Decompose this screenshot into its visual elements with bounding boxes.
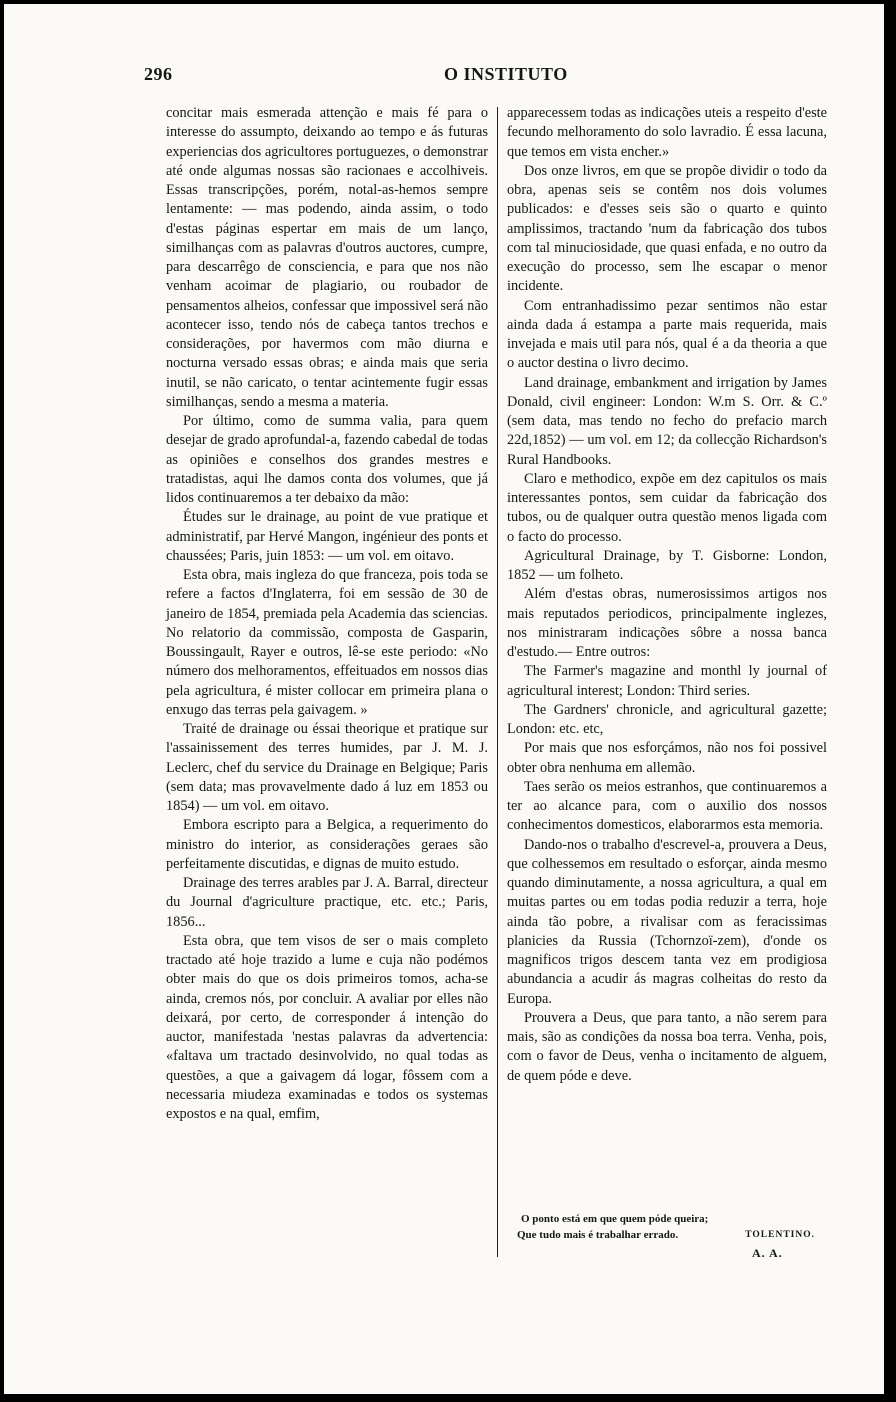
paragraph: Dando-nos o trabalho d'escrevel-a, prouvera a Deus, que colhessemos em resultado o esforçar, ainda mesmo quando diminutamente, a nossa agricultura, a qual em muitas partes ou em todas podia reduzir a terra, hoje ainda tão pobre, a rivalisar com as feracissimas planicies da Russia (Tchornzoï-zem), d'onde os magnificos trigos descem tanta vez em prodigiosa abundancia a acudir ás magras colheitas do resto da Europa. [507, 836, 827, 1007]
column-divider [497, 107, 498, 1257]
epigraph-line: Que tudo mais é trabalhar errado. [517, 1229, 679, 1241]
paragraph: concitar mais esmerada attenção e mais fé para o interesse do assumpto, deixando ao tempo e ás futuras experiencias dos agricultores portuguezes, o demonstrar até onde algumas nossas são racionaes e accolhiveis. Essas transcripções, porém, notal-as-hemos sempre lentamente: — mas podendo, ainda assim, o todo d'estas páginas espertar em mais de um lanço, similhanças com as palavras d'outros auctores, cumpre, para descarrêgo de consciencia, e para que nos não venham acoimar de plagiario, ou roubador de pensamentos alheios, confessar que impossivel será não acontecer isso, tendo nós de cabeça tantos trechos e considerações, por havermos com mão diurna e nocturna versado essas obras; e ainda mais que seria inutil, se não caricato, o tentar acintemente fugir essas similhanças, sendo a mesma a materia. [166, 105, 488, 410]
paragraph: Esta obra, que tem visos de ser o mais completo tractado até hoje trazido a lume e cuja não podémos obter mais do que os dois primeiros tomos, acha-se ainda, cremos nós, por concluir. A avaliar por elles não deixará, por certo, de corresponder á intenção do auctor, manifestada 'nestas palavras da advertencia: «faltava um tractado desinvolvido, no qual todas as questões, a que a gaivagem dá logar, fôssem com a necessaria miudeza examinadas e todos os systemas expostos e na qual, emfim, [166, 932, 488, 1122]
paragraph: Claro e methodico, expõe em dez capitulos os mais interessantes pontos, sem cuidar da fabricação dos tubos, ou de qualquer outra questão menos ligada com o facto do processo. [507, 470, 827, 545]
right-column [507, 104, 827, 1086]
paragraph: Por último, como de summa valia, para quem desejar de grado aprofundal-a, fazendo cabedal de todas as opiniões e conselhos dos grandes mestres e tratadistas, aqui lhe damos conta dos volumes, que já lidos continuaremos a ter debaixo da mão: [166, 413, 488, 506]
author-signature: A. A. [752, 1246, 783, 1260]
paragraph: Por mais que nos esforçámos, não nos foi possivel obter obra nenhuma em allemão. [507, 740, 827, 776]
paragraph: Com entranhadissimo pezar sentimos não estar ainda dada á estampa a parte mais requerida, mais invejada e mais util para nós, qual é a da theoria a que o auctor destina o livro decimo. [507, 297, 827, 372]
epigraph-line: O ponto está em que quem póde queira; [521, 1213, 709, 1225]
paragraph: Embora escripto para a Belgica, a requerimento do ministro do interior, as considerações geraes são perfeitamente discutidas, e dignas de muito estudo. [166, 817, 488, 872]
paragraph: Além d'estas obras, numerosissimos artigos nos mais reputados periodicos, principalmente inglezes, nos ministraram indicações sôbre a nossa banca d'estudo.— Entre outros: [507, 586, 827, 660]
epigraph-author: TOLENTINO. [745, 1230, 815, 1240]
bibliography-entry: Traité de drainage ou éssai theorique et pratique sur l'assainissement des terres humides, par J. M. J. Leclerc, chef du service du Drainage en Belgique; Paris (sem data; mas provavelmente dado á luz em 1853 ou 1854) — um vol. em oitavo. [166, 721, 488, 814]
bibliography-entry: The Farmer's magazine and monthl ly journal of agricultural interest; London: Third series. [507, 663, 827, 699]
paragraph: Taes serão os meios estranhos, que continuaremos a ter ao alcance para, com o auxilio dos nossos conhecimentos domesticos, elaborarmos esta memoria. [507, 778, 827, 834]
bibliography-entry: The Gardners' chronicle, and agricultural gazette; London: etc. etc, [507, 701, 827, 737]
paragraph: Prouvera a Deus, que para tanto, a não serem para mais, são as condições da nossa boa terra. Venha, pois, com o favor de Deus, venha o incitamento de alguem, de quem póde e deve. [507, 1009, 827, 1084]
bibliography-entry: Drainage des terres arables par J. A. Barral, directeur du Journal d'agriculture practique, etc. etc.; Paris, 1856... [166, 875, 488, 930]
paragraph: Esta obra, mais ingleza do que franceza, pois toda se refere a factos d'Inglaterra, foi em sessão de 30 de janeiro de 1854, premiada pela Academia das sciencias. No relatorio da commissão, composta de Gasparin, Boussingault, Rayer e outros, lê-se este periodo: «No número dos melhoramentos, effeituados em nossos dias pela agricultura, é mister collocar em primeira plana o enxugo das terras pela gaivagem. » [166, 567, 488, 718]
epigraph [507, 1211, 827, 1243]
page-number: 296 [144, 64, 173, 84]
paragraph: apparecessem todas as indicações uteis a respeito d'este fecundo melhoramento do solo lavradio. É essa lacuna, que temos em vista encher.» [507, 105, 827, 160]
bibliography-entry: Agricultural Drainage, by T. Gisborne: London, 1852 — um folheto. [507, 547, 827, 583]
bibliography-entry: Land drainage, embankment and irrigation by James Donald, civil engineer: London: W.m S. Orr. & C.º (sem data, mas tendo no fecho do prefacio march 22d,1852) — um vol. em 12; da collecção Richardson's Rural Handbooks. [507, 374, 827, 468]
bibliography-entry: Études sur le drainage, au point de vue pratique et administratif, par Hervé Mangon, ingénieur des ponts et chaussées; Paris, juin 1853: — um vol. em oitavo. [166, 509, 488, 564]
page [4, 4, 884, 1394]
paragraph: Dos onze livros, em que se propõe dividir o todo da obra, apenas seis se contêm nos dois volumes publicados: e d'esses seis são o quarto e quinto amplissimos, tractando 'num da fabricação dos tubos com tal minuciosidade, que quasi enfada, e no outro da execução do processo, sem lhe escapar o menor incidente. [507, 162, 827, 295]
left-column [166, 104, 488, 1124]
running-head: O INSTITUTO [444, 64, 568, 84]
